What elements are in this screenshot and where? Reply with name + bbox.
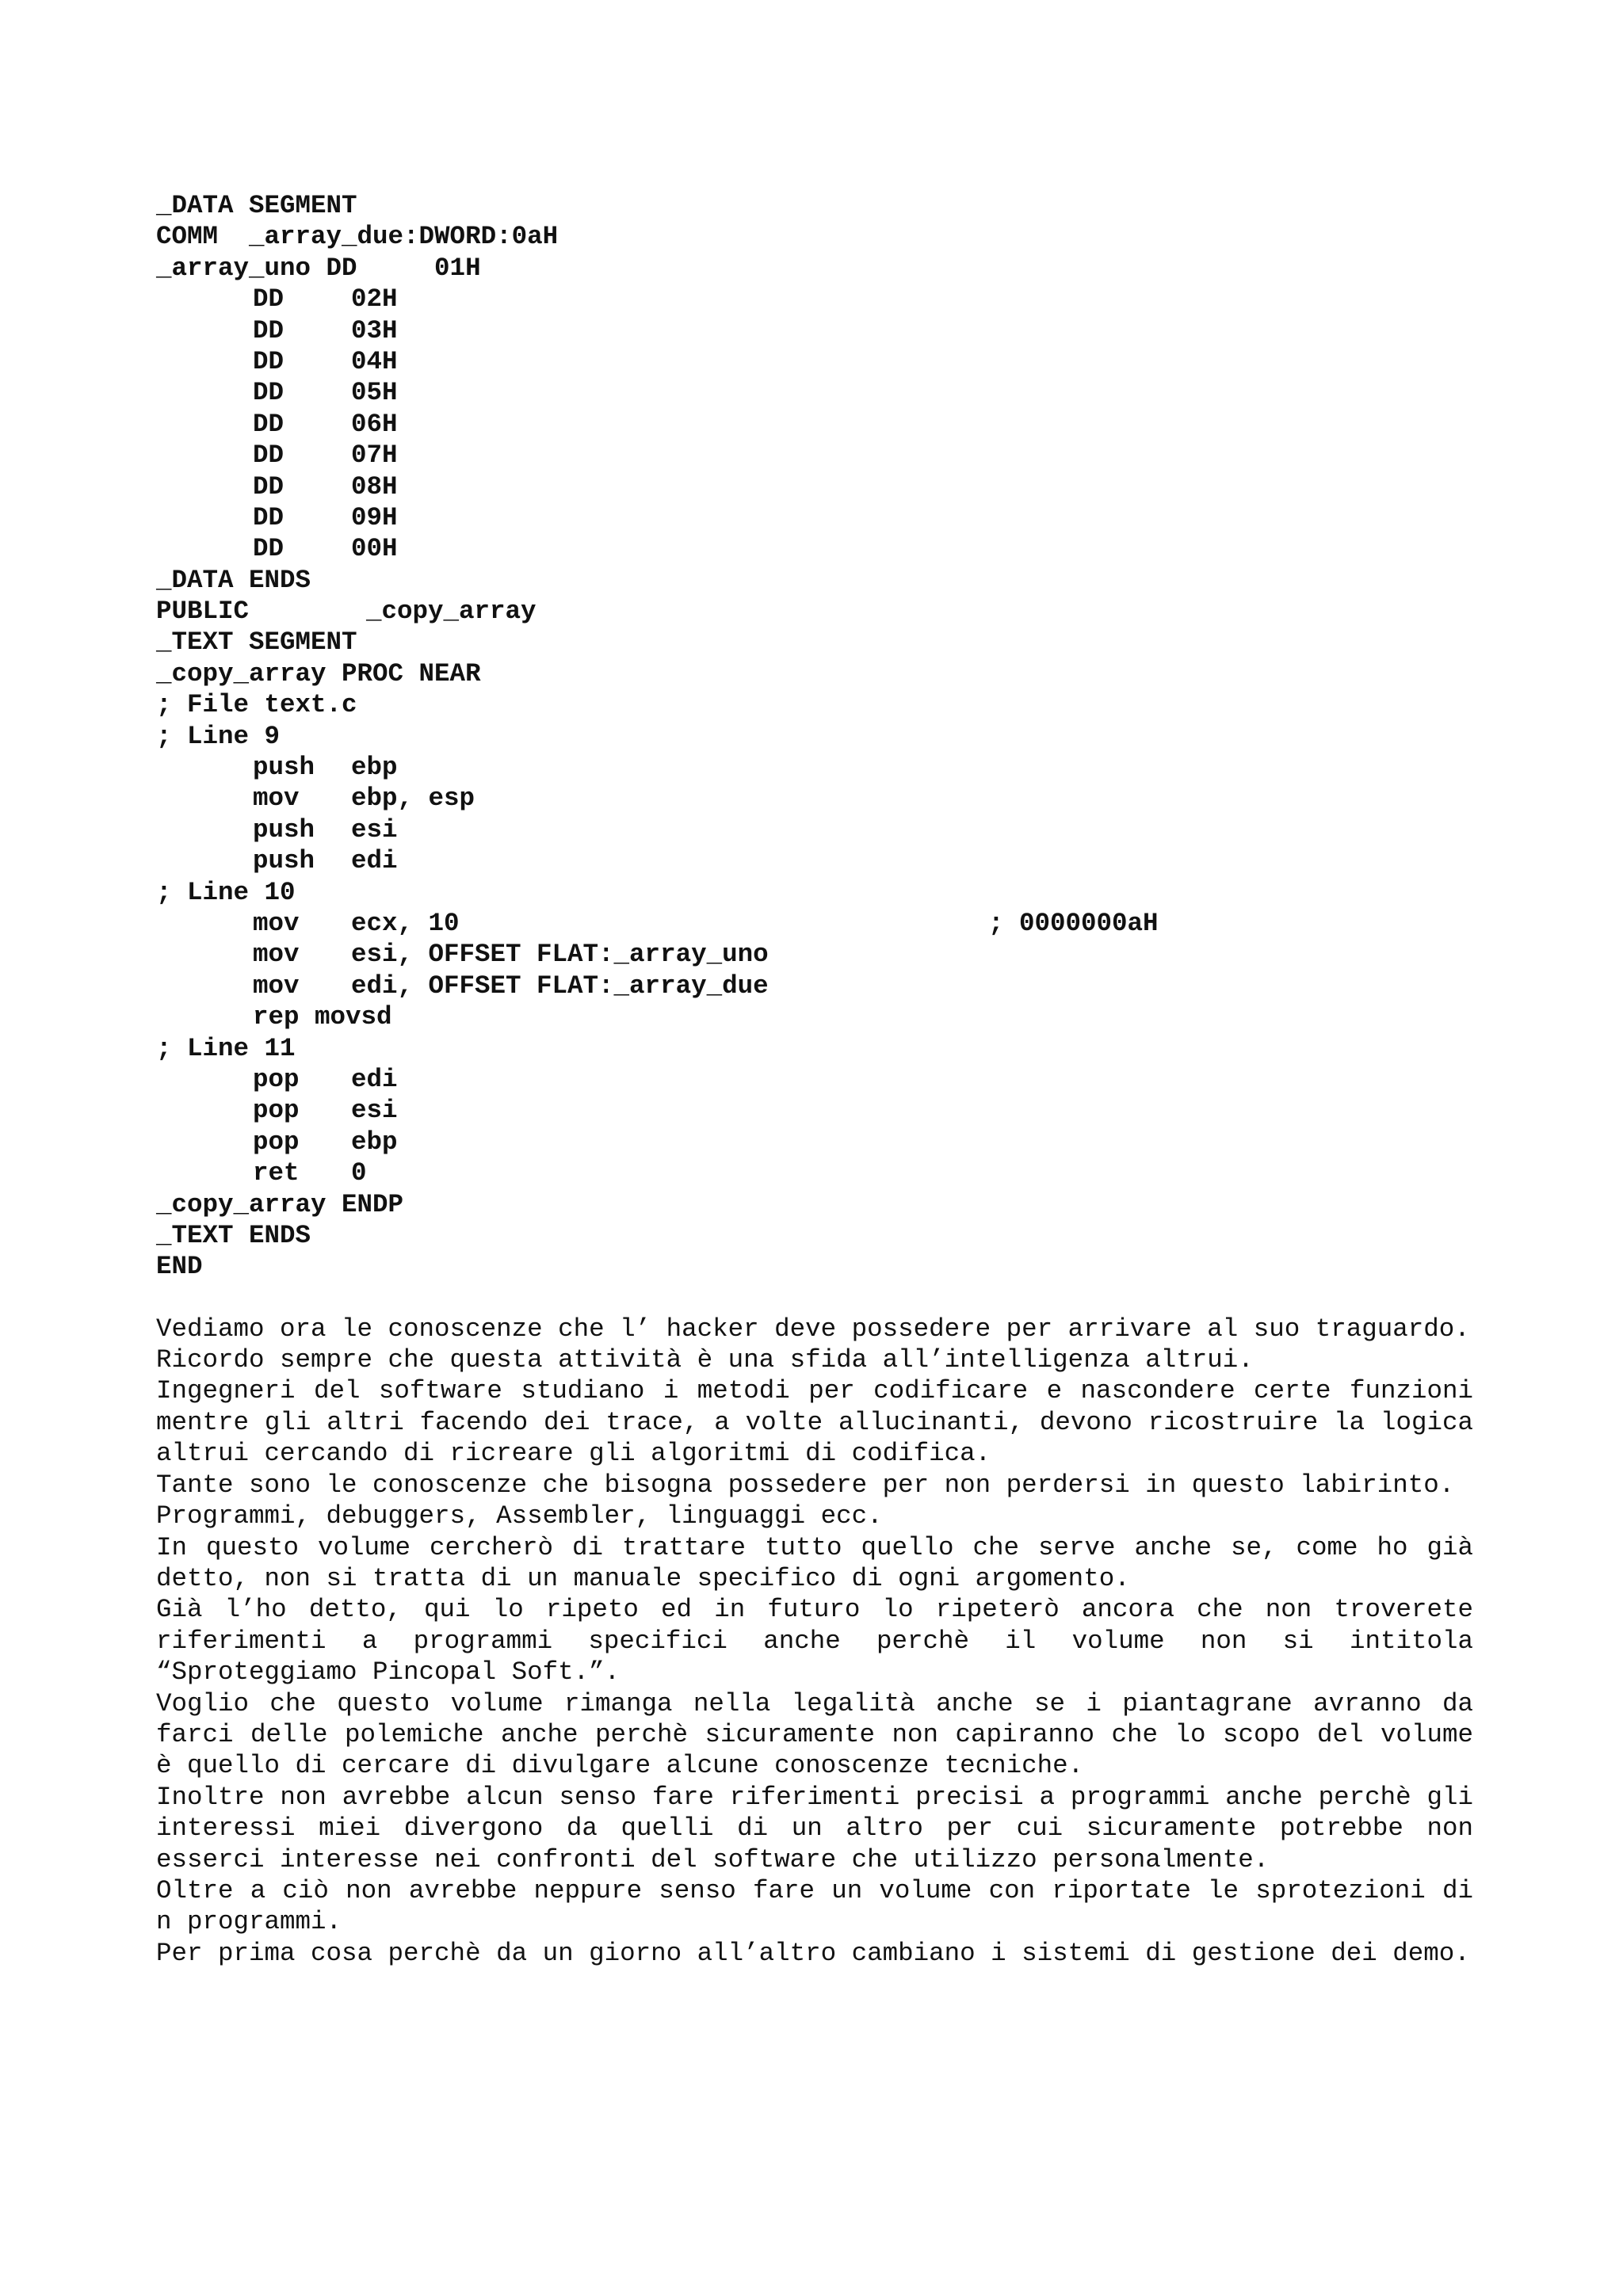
paragraph: Programmi, debuggers, Assembler, linguaggi ecc.: [156, 1501, 883, 1531]
code-line: _TEXT SEGMENT: [156, 627, 357, 658]
code-op: push: [253, 814, 315, 845]
code-op: DD: [253, 502, 285, 532]
paragraph: Oltre a ciò non avrebbe neppure senso fare un volume con riportate le sprotezioni di n programmi.: [156, 1875, 1473, 1937]
paragraph: Inoltre non avrebbe alcun senso fare riferimenti precisi a programmi anche perchè gli interessi miei divergono da quelli di un altro per cui sicuramente potrebbe non esserci interesse nei confronti del software che utilizzo personalmente.: [156, 1782, 1473, 1875]
code-op: pop: [253, 1127, 300, 1157]
code-arg: 04H: [351, 346, 398, 376]
paragraph: Già l’ho detto, qui lo ripeto ed in futuro lo ripeterò ancora che non troverete riferimenti a programmi specifici anche perchè il volume non si intitola “Sproteggiamo Pincopal Soft.”.: [156, 1595, 1473, 1688]
code-op: ret: [253, 1158, 300, 1188]
code-line: [156, 440, 1473, 471]
code-arg: esi, OFFSET FLAT:_array_uno: [351, 940, 769, 970]
code-line: ; Line 11: [156, 1033, 296, 1063]
body-text: [156, 1314, 1473, 1970]
code-line: ; File text.c: [156, 690, 357, 720]
code-op: PUBLIC: [156, 597, 250, 627]
code-op: DD: [253, 284, 285, 315]
assembly-listing: [156, 190, 1473, 1283]
code-arg: ecx, 10: [351, 908, 460, 938]
code-op: mov: [253, 908, 300, 938]
code-line: _DATA SEGMENT: [156, 191, 357, 220]
code-arg: 00H: [351, 534, 398, 564]
code-line: [156, 315, 1473, 346]
document-page: [156, 190, 1473, 1969]
code-line: _DATA ENDS: [156, 565, 311, 595]
code-op: DD: [253, 441, 285, 471]
code-arg: 0: [351, 1158, 367, 1188]
code-line: [156, 939, 1473, 970]
code-line: [156, 814, 1473, 845]
paragraph: Voglio che questo volume rimanga nella legalità anche se i piantagrane avranno da farci delle polemiche anche perchè sicuramente non capiranno che lo scopo del volume è quello di cercare di divulgare alcune conoscenze tecniche.: [156, 1688, 1473, 1781]
code-line: [156, 1095, 1473, 1126]
code-line: ; Line 10: [156, 877, 296, 907]
code-line: COMM _array_due:DWORD:0aH: [156, 222, 559, 252]
code-line: END: [156, 1252, 203, 1282]
code-op: DD: [253, 471, 285, 502]
code-line: [156, 752, 1473, 783]
code-line: [156, 1127, 1473, 1158]
code-arg: edi, OFFSET FLAT:_array_due: [351, 971, 769, 1001]
code-arg: 03H: [351, 315, 398, 345]
code-line: [156, 1001, 1473, 1032]
paragraph: Vediamo ora le conoscenze che l’ hacker deve possedere per arrivare al suo traguardo.: [156, 1314, 1470, 1344]
code-line: [156, 908, 1473, 939]
code-arg: ebp: [351, 1127, 398, 1157]
paragraph: Per prima cosa perchè da un giorno all’altro cambiano i sistemi di gestione dei demo.: [156, 1938, 1470, 1968]
code-arg: 06H: [351, 409, 398, 439]
code-line: _copy_array PROC NEAR: [156, 658, 481, 688]
paragraph: In questo volume cercherò di trattare tutto quello che serve anche se, come ho già detto, non si tratta di un manuale specifico di ogni argomento.: [156, 1532, 1473, 1593]
code-arg: 09H: [351, 502, 398, 532]
code-line: [156, 471, 1473, 502]
code-line: ; Line 9: [156, 721, 281, 751]
paragraph: Ricordo sempre che questa attività è una sfida all’intelligenza altrui.: [156, 1345, 1254, 1375]
code-comment: ; 0000000aH: [988, 908, 1159, 938]
code-line: [156, 596, 1473, 627]
code-line: [156, 971, 1473, 1001]
code-arg: 02H: [351, 284, 398, 315]
code-arg: ebp: [351, 753, 398, 783]
code-arg: esi: [351, 814, 398, 845]
code-arg: 05H: [351, 378, 398, 408]
code-op: rep movsd: [253, 1002, 392, 1032]
code-line: [156, 1064, 1473, 1095]
code-op: push: [253, 846, 315, 876]
code-line: [156, 1158, 1473, 1188]
code-op: pop: [253, 1096, 300, 1126]
code-op: DD: [253, 346, 285, 376]
paragraph: Tante sono le conoscenze che bisogna possedere per non perdersi in questo labirinto.: [156, 1470, 1455, 1500]
code-arg: edi: [351, 846, 398, 876]
code-line: [156, 284, 1473, 315]
code-arg: esi: [351, 1096, 398, 1126]
code-line: [156, 409, 1473, 440]
code-op: mov: [253, 971, 300, 1001]
code-line: [156, 845, 1473, 876]
code-line: [156, 783, 1473, 814]
code-op: DD: [253, 315, 285, 345]
code-line: _array_uno DD 01H: [156, 253, 481, 283]
code-op: push: [253, 753, 315, 783]
code-arg: 08H: [351, 471, 398, 502]
code-line: _copy_array ENDP: [156, 1189, 404, 1219]
paragraph: Ingegneri del software studiano i metodi per codificare e nascondere certe funzioni mentre gli altri facendo dei trace, a volte allucinanti, devono ricostruire la logica altrui cercando di ricreare gli algoritmi di codifica.: [156, 1376, 1473, 1469]
code-op: mov: [253, 940, 300, 970]
code-op: mov: [253, 784, 300, 814]
code-line: _TEXT ENDS: [156, 1220, 311, 1250]
code-line: [156, 502, 1473, 533]
code-arg: _copy_array: [366, 597, 537, 627]
code-arg: edi: [351, 1064, 398, 1094]
code-arg: 07H: [351, 441, 398, 471]
code-arg: ebp, esp: [351, 784, 475, 814]
code-line: [156, 533, 1473, 564]
code-op: DD: [253, 534, 285, 564]
code-op: pop: [253, 1064, 300, 1094]
code-line: [156, 377, 1473, 408]
code-line: [156, 346, 1473, 377]
code-op: DD: [253, 409, 285, 439]
code-op: DD: [253, 378, 285, 408]
